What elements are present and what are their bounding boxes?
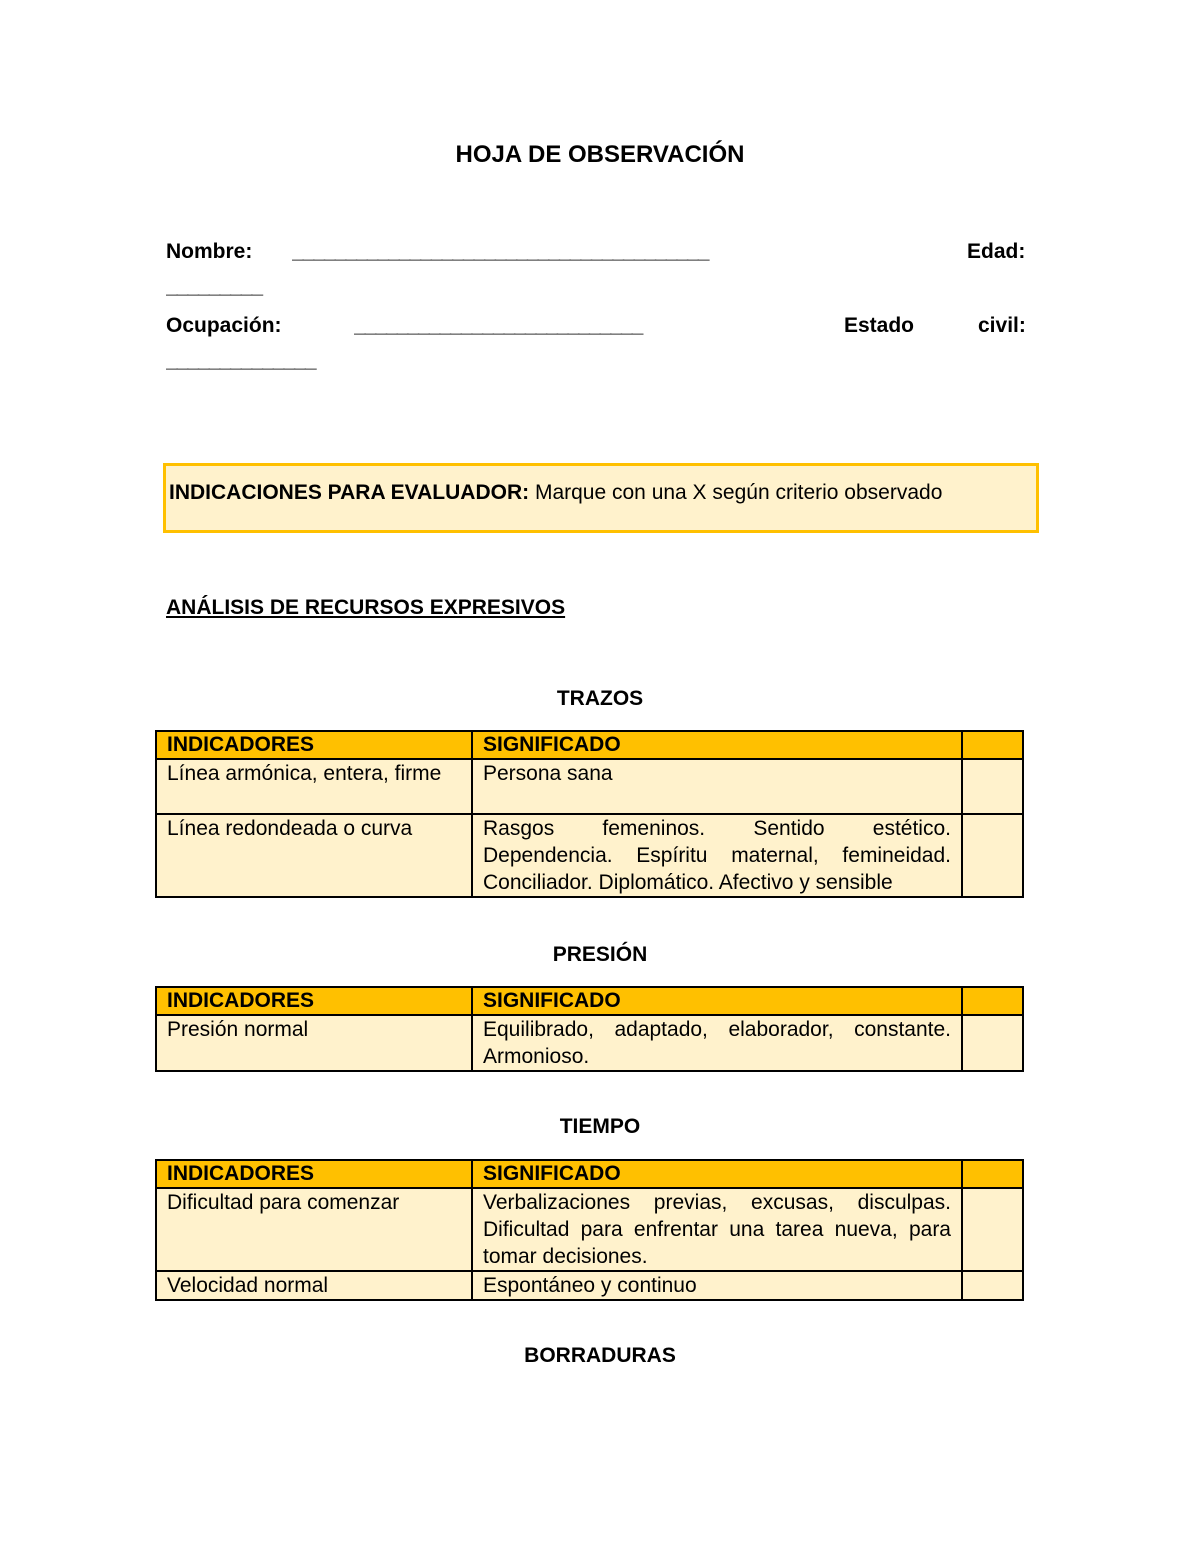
significado-cell: Espontáneo y continuo	[472, 1271, 962, 1300]
mark-cell[interactable]	[962, 1271, 1023, 1300]
indicador-cell: Dificultad para comenzar	[156, 1188, 472, 1271]
header-check	[962, 731, 1023, 759]
table-row	[156, 814, 1023, 897]
presion-table	[155, 986, 1024, 1072]
edad-field[interactable]: _________	[166, 275, 263, 298]
indicador-cell: Línea armónica, entera, firme	[156, 759, 472, 814]
indicador-cell: Presión normal	[156, 1015, 472, 1071]
table-row	[156, 1188, 1023, 1271]
trazos-table	[155, 730, 1024, 898]
mark-cell[interactable]	[962, 1188, 1023, 1271]
header-significado: SIGNIFICADO	[472, 1160, 962, 1188]
indicador-cell: Velocidad normal	[156, 1271, 472, 1300]
header-indicadores: INDICADORES	[156, 731, 472, 759]
instructions-text: Marque con una X según criterio observado	[529, 481, 943, 504]
significado-cell: Persona sana	[472, 759, 962, 814]
page-title: HOJA DE OBSERVACIÓN	[455, 141, 745, 168]
instructions-box	[163, 463, 1039, 533]
header-check	[962, 1160, 1023, 1188]
instructions-title: INDICACIONES PARA EVALUADOR:	[169, 481, 530, 504]
section-title: ANÁLISIS DE RECURSOS EXPRESIVOS	[166, 596, 566, 619]
table-row	[156, 759, 1023, 814]
mark-cell[interactable]	[962, 759, 1023, 814]
estado-civil-field[interactable]: ______________	[166, 349, 316, 372]
ocupacion-label: Ocupación:	[166, 314, 282, 337]
nombre-label: Nombre:	[166, 240, 253, 263]
significado-cell: Rasgos femeninos. Sentido estético. Dependencia. Espíritu maternal, femineidad. Conciliador. Diplomático. Afectivo y sensible	[472, 814, 962, 897]
table-header-row	[156, 1160, 1023, 1188]
edad-label: Edad:	[967, 240, 1026, 263]
significado-cell: Verbalizaciones previas, excusas, disculpas. Dificultad para enfrentar una tarea nueva, para tomar decisiones.	[472, 1188, 962, 1271]
estado-label: Estado	[844, 314, 915, 337]
presion-heading: PRESIÓN	[552, 943, 648, 966]
table-header-row	[156, 731, 1023, 759]
table-row	[156, 1015, 1023, 1071]
tiempo-table	[155, 1159, 1024, 1301]
trazos-heading: TRAZOS	[556, 687, 644, 710]
significado-cell: Equilibrado, adaptado, elaborador, constante. Armonioso.	[472, 1015, 962, 1071]
header-significado: SIGNIFICADO	[472, 731, 962, 759]
header-indicadores: INDICADORES	[156, 1160, 472, 1188]
header-check	[962, 987, 1023, 1015]
tiempo-heading: TIEMPO	[559, 1115, 641, 1138]
borraduras-heading: BORRADURAS	[524, 1344, 676, 1367]
ocupacion-field[interactable]: ___________________________	[354, 314, 643, 337]
mark-cell[interactable]	[962, 814, 1023, 897]
header-significado: SIGNIFICADO	[472, 987, 962, 1015]
civil-label: civil:	[978, 314, 1026, 337]
mark-cell[interactable]	[962, 1015, 1023, 1071]
table-row	[156, 1271, 1023, 1300]
indicador-cell: Línea redondeada o curva	[156, 814, 472, 897]
nombre-field[interactable]: _______________________________________	[292, 240, 709, 263]
header-indicadores: INDICADORES	[156, 987, 472, 1015]
table-header-row	[156, 987, 1023, 1015]
